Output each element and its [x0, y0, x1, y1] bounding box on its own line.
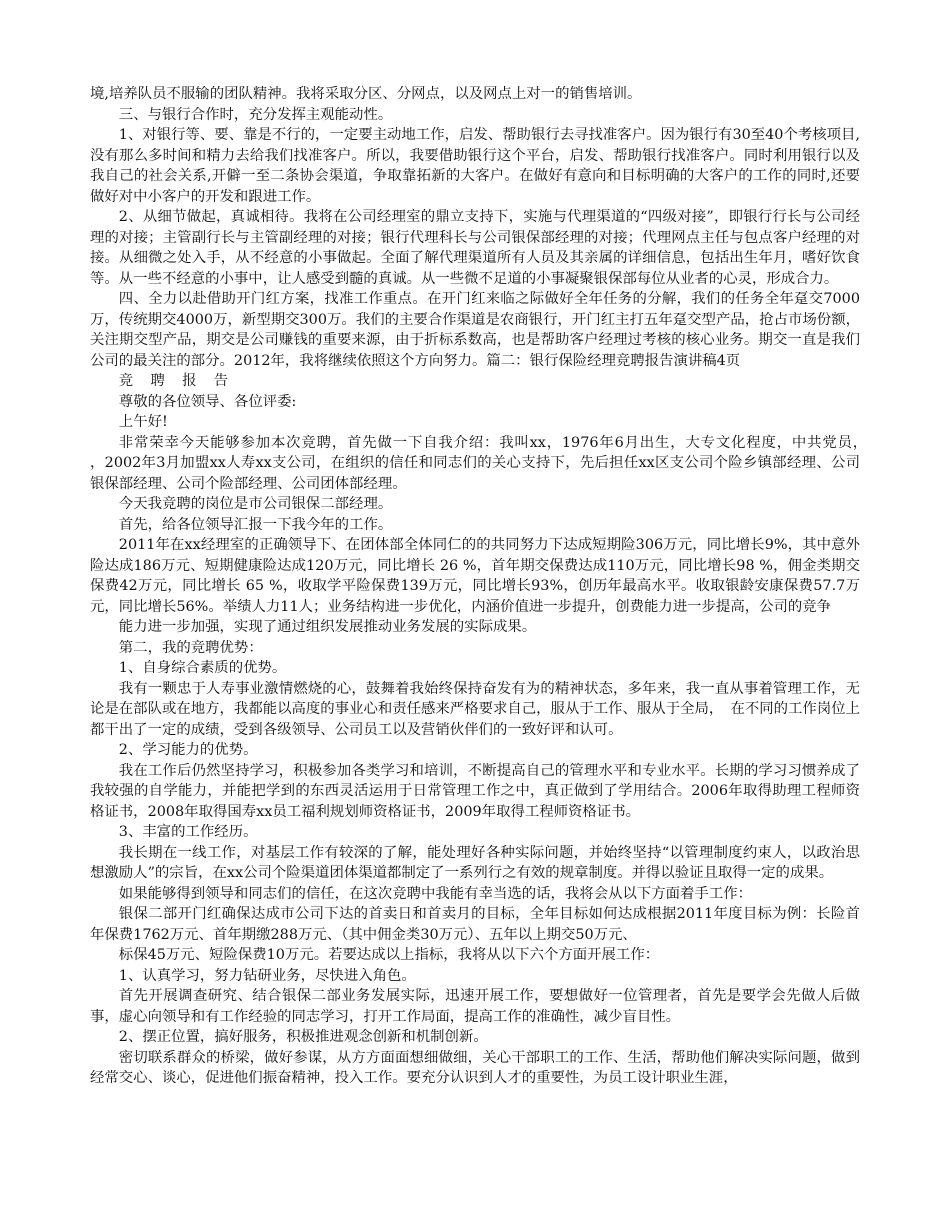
paragraph: 竞聘报告: [118, 373, 246, 389]
paragraph: 我在工作后仍然坚持学习，积极参加各类学习和培训，不断提高自己的管理水平和专业水平。长期的学习习惯养成了我较强的自学能力，并能把学到的东西灵活运用于日常管理工作之中，真正做到了学用结合。2006年取得助理工程师资格证书，2008年取得国寿xx员工福利规划师资格证书，2009年取得工程师资格证书。: [90, 762, 860, 820]
paragraph: 2、学习能力的优势。: [118, 742, 258, 758]
paragraph: 我有一颗忠于人寿事业激情燃烧的心，鼓舞着我始终保持奋发有为的精神状态，多年来，我一直从事着管理工作，无论是在部队或在地方，我都能以高度的事业心和责任感来严格要求自己，服从于工作、服从于全局， 在不同的工作岗位上都干出了一定的成绩，受到各级领导、公司员工以及营销伙伴们的一致好评和认可。: [90, 680, 860, 738]
paragraph: 如果能够得到领导和同志们的信任，在这次竞聘中我能有幸当选的话，我将会从以下方面着手工作：: [118, 885, 752, 902]
paragraph: 我长期在一线工作，对基层工作有较深的了解，能处理好各种实际问题，并始终坚持“以管理制度约束人，以政治思想激励人”的宗旨，在xx公司个险渠道团体渠道都制定了一系列行之有效的规章制度。并得以验证且取得一定的成果。: [90, 844, 860, 881]
paragraph: 首先开展调查研究、结合银保二部业务发展实际，迅速开展工作，要想做好一位管理者，首先是要学会先做人后做事，虚心向领导和有工作经验的同志学习，打开工作局面，提高工作的准确性，减少盲目性。: [90, 988, 860, 1025]
paragraph: 第二，我的竞聘优势：: [118, 639, 263, 656]
paragraph: 尊敬的各位领导、各位评委:: [118, 393, 297, 410]
paragraph: 能力进一步加强，实现了通过组织发展推动业务发展的实际成果。: [118, 619, 537, 635]
paragraph: 境,培养队员不服输的团队精神。我将采取分区、分网点，以及网点上对一的销售培训。: [90, 86, 642, 102]
paragraph: 2、摆正位置，搞好服务，积极推进观念创新和机制创新。: [118, 1029, 488, 1045]
paragraph: 银保二部开门红确保达成市公司下达的首卖日和首卖月的目标，全年目标如何达成根据2011年度目标为例：长险首年保费1762万元、首年期缴288万元、（其中佣金类30万元）、五年以上期交50万元、: [90, 906, 860, 943]
paragraph: 密切联系群众的桥梁，做好参谋，从方方面面想细做细，关心干部职工的工作、生活，帮助他们解决实际问题，做到经常交心、谈心，促进他们振奋精神，投入工作。要充分认识到人才的重要性，为员工设计职业生涯，: [90, 1049, 860, 1086]
paragraph: 1、自身综合素质的优势。: [118, 660, 287, 676]
paragraph: 2011年在xx经理室的正确领导下、在团体部全体同仁的的共同努力下达成短期险306万元，同比增长9%，其中意外险达成186万元、短期健康险达成120万元，同比增长 26 %，首年期交保费达成110万元，同比增长98 %，佣金类期交保费42万元，同比增长 65 %，收取学平险保费139万元，同比增长93%，创历年最高水平。收取银龄安康保费57.7万元，同比增长56%。举绩人力11人；业务结构进一步优化，内涵价值进一步提升，创费能力进一步提高，公司的竞争: [90, 537, 860, 615]
paragraph: 2、从细节做起，真诚相待。我将在公司经理室的鼎立支持下，实施与代理渠道的“四级对接”，即银行行长与公司经理的对接；主管副行长与主管副经理的对接；银行代理科长与公司银保部经理的对接；代理网点主任与包点客户经理的对接。从细微之处入手，从不经意的小事做起。全面了解代理渠道所有人员及其亲属的详细信息，包括出生年月，嗜好饮食等。从一些不经意的小事中，让人感受到髓的真诚。从一些微不足道的小事凝聚银保部每位从业者的心灵，形成合力。: [90, 209, 860, 287]
paragraph: 标保45万元、短险保费10万元。若要达成以上指标，我将从以下六个方面开展工作：: [118, 947, 660, 963]
paragraph: 3、丰富的工作经历。: [118, 824, 258, 840]
paragraph: 1、认真学习，努力钻研业务，尽快进入角色。: [118, 967, 416, 984]
paragraph: 上午好!: [118, 414, 168, 430]
paragraph: 首先，给各位领导汇报一下我今年的工作。: [118, 516, 393, 533]
paragraph: 非常荣幸今天能够参加本次竞聘，首先做一下自我介绍：我叫xx，1976年6月出生，大专文化程度，中共党员， ，2002年3月加盟xx人寿xx支公司，在组织的信任和同志们的关心支持下，先后担任xx区支公司个险乡镇部经理、公司银保部经理、公司个险部经理、公司团体部经理。: [90, 434, 904, 492]
paragraph: 四、全力以赴借助开门红方案，找准工作重点。在开门红来临之际做好全年任务的分解，我们的任务全年趸交7000万，传统期交4000万，新型期交300万。我们的主要合作渠道是农商银行，开门红主打五年趸交型产品，抢占市场份额，关注期交型产品，期交是公司赚钱的重要来源，由于折标系数高，也是帮助客户经理过考核的核心业务。期交一直是我们公司的最关注的部分。2012年，我将继续依照这个方向努力。篇二：银行保险经理竞聘报告演讲稿4页: [90, 291, 860, 369]
paragraph: 今天我竞聘的岗位是市公司银保二部经理。: [118, 496, 393, 512]
paragraph: 1、对银行等、要、靠是不行的，一定要主动地工作，启发、帮助银行去寻找准客户。因为银行有30至40个考核项目,没有那么多时间和精力去给我们找准客户。所以，我要借助银行这个平台，启发、帮助银行找准客户。同时利用银行以及我自己的社会关系,开僻一至二条协会渠道，争取靠拓新的大客户。在做好有意向和目标明确的大客户的工作的同时,还要做好对中小客户的开发和跟进工作。: [90, 127, 860, 205]
document-page: [90, 84, 904, 1089]
paragraph: 三、与银行合作时，充分发挥主观能动性。: [118, 106, 393, 123]
